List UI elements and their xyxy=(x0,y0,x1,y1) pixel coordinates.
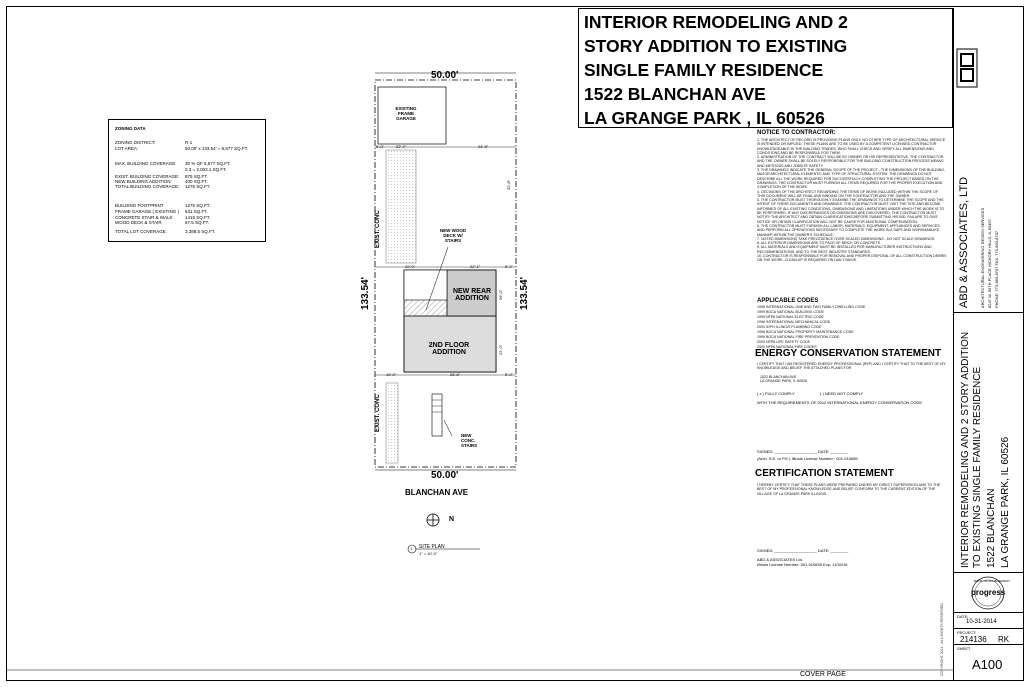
notice-text: 1. THE ARCHITECT OF RECORD IS PROVIDING PLANS ONLY. NO OTHER TYPE OF ARCHITECTURAL SERVICE IS INTENDED OR IMPLIED. THESE PLANS ARE TO BE USED BY A COMPETENT LICENSED CONTRACTOR KNOWLEDGEABLE IN THE BUILDING TRADES, WHO SHALL CHECK AND VERIFY ALL DIMENSIONS AND CONDITIONS AND BE RESPONSIBLE FOR THEM. 2. ADMINISTRATION OF THE CONTRACT WILL BE BY OWNER OR HIS REPRESENTATIVE. THE CONTRACTOR AND THE OWNER SHALL BE SOLELY RESPONSIBLE FOR THE BUILDING CONSTRUCTION PROCESS MEANS AND METHODS AND JOBSITE SAFETY. 3. THE DRAWINGS INDICATE THE GENERAL SCOPE OF THE PROJECT - THE DIMENSIONS OF THE BUILDING, MAJOR ARCHITECTURAL ELEMENTS, AND TYPE OF STRUCTURAL SYSTEM. THE DRAWINGS DO NOT DESCRIBE ALL THE WORK REQUIRED FOR SUCCESSFULLY COMPLETING THE PROJECT BASED ON THE DRAWINGS. THE CONTRACTOR MUST FURNISH ALL ITEMS REQUIRED FOR THE PROPER EXECUTION AND COMPLETION OF THE WORK. 4. DECISIONS OF THE ARCHITECT REGARDING THE ITEMS OF WORK INCLUDED WITHIN THE SCOPE OF THIS DOCUMENT WILL BE FINAL AND BINDING ON THE CONTRACTOR AND THE OWNER. 5. THE CONTRACTOR MUST THOROUGHLY EXAMINE THE DRAWINGS TO DETERMINE THE SCOPE AND THE INTENT OF THESE DOCUMENTS AND DRAWINGS. THE CONTRACTOR MUST VISIT THE SITE AND BECOME INFORMED OF ALL EXISTING CONDITIONS, DIMENSIONS AND LIMITATIONS UNDER WHICH THE WORK IS TO BE PERFORMED. IF ANY DISCREPANCIES OR OMISSIONS ARE DISCOVERED, THE CONTRACTOR MUST NOTIFY THE ARCHITECT AND OBTAIN CLARIFICATIONS BEFORE SUBMITTING HIS BID. FAILURE TO GIVE NOTICE OR OBTAIN CLARIFICATION WILL NOT BE CAUSE FOR ADDITIONAL COMPENSATION. 6. THE CONTRACTOR MUST FURNISH ALL LABOR, MATERIALS, EQUIPMENT, APPLIANCES AND SERVICES, AND PERFORM ALL OPERATIONS NECESSARY TO COMPLETE THE WORK IN A SAFE AND WORKMANLIKE MANNER WITHIN THE OWNER'S SCHEDULE. 7. NOTED DIMENSIONS TAKE PRECEDENCE OVER SCALED DIMENSIONS - DO NOT SCALE DRAWINGS. 8. ALL EXTERIOR DIMENSIONS ARE TO FACE OF BRICK OR CONCRETE. 9. ALL MATERIALS AND EQUIPMENT MUST BE INSTALLED PER MANUFACTURER INSTRUCTIONS AND RECOMMENDATIONS, AND TO THE BEST INDUSTRY STANDARDS. 10. CONTRACTOR IS RESPONSIBLE FOR REMOVAL AND PROPER DISPOSAL OF ALL CONSTRUCTION DEBRIS ON THE WORK. CLEAN UP IS REQUIRED ON DAILY BASIS. xyxy=(757,138,947,263)
caption-scale: 1" = 10'-0" xyxy=(419,551,438,556)
energy-with-text: WITH THE REQUIREMENTS OF 2012 INTERNATIONAL ENERGY CONSERVATION CODE xyxy=(757,400,922,405)
left-depth-label: 133.54' xyxy=(360,277,371,310)
sheet-label: SHEET xyxy=(957,646,971,651)
date-value: 10-31-2014 xyxy=(966,619,997,625)
code-item: 1996 BOCA NATIONAL PROPERTY MAINTENANCE CODE xyxy=(757,330,854,334)
title-strip xyxy=(953,8,1022,680)
project-street: 1522 BLANCHAN xyxy=(986,488,997,568)
notice-title: NOTICE TO CONTRACTOR: xyxy=(757,130,836,136)
title-line-5: LA GRANGE PARK , IL 60526 xyxy=(584,108,825,128)
zoning-label: WOOD DECK & STAIR xyxy=(115,220,162,225)
rear-addition-label: NEW REAR ADDITION xyxy=(452,288,492,302)
stamp-top-text: BOOK OF ACHIEVEMENT xyxy=(974,579,1011,583)
zoning-value: 67.5 SQ.FT. xyxy=(185,220,210,225)
date-cell xyxy=(954,613,1023,629)
zoning-value: 875 SQ.FT. xyxy=(185,174,208,179)
zoning-value: 1415 SQ.FT. xyxy=(185,215,211,220)
exist-conc-upper-label: EXIST. CONC xyxy=(375,210,381,248)
zoning-label: LOT AREA: xyxy=(115,146,139,151)
title-line-1: INTERIOR REMODELING AND 2 xyxy=(584,12,848,32)
dimension-label: 26'-6" xyxy=(450,372,461,377)
codes-title: APPLICABLE CODES xyxy=(757,298,819,304)
firm-name: ABD & ASSOCIATES, LTD xyxy=(958,176,970,308)
wood-deck xyxy=(404,270,447,300)
firm-address: 8247 W. 95TH PLACE HICKORY HILLS, IL 60457 xyxy=(987,219,992,308)
firm-subtitle: ARCHITECTURAL ENGINEERING DESIGN SERVICES xyxy=(980,207,985,308)
stamp-cell xyxy=(954,573,1023,613)
zoning-label: NEW BUILDING ADDITION: xyxy=(115,179,172,184)
title-line-2: STORY ADDITION TO EXISTING xyxy=(584,36,848,56)
top-width-label: 50.00' xyxy=(431,70,459,81)
zoning-value: 30 % OF 6,677 SQ.FT. xyxy=(185,161,231,166)
zoning-label: CONCRETE STAIR & WALK xyxy=(115,215,173,220)
right-depth-label: 133.54' xyxy=(519,277,530,310)
energy-comply-full: ( x ) FULLY COMPLY xyxy=(757,391,795,396)
zoning-value: 3,388.5 SQ.FT. xyxy=(185,229,216,234)
zoning-label: BUILDING FOOTPRINT xyxy=(115,203,164,208)
sheet-number: A100 xyxy=(972,657,1003,672)
energy-address: 1522 BLANCHAN AVE LA GRANGE PARK, IL 60526 xyxy=(760,375,808,384)
dimension-label: 26'-0" xyxy=(498,289,503,300)
code-item: 1999 BOCA NATIONAL FIRE PREVENTION CODE xyxy=(757,335,840,339)
dimension-label: 22'-1" xyxy=(470,264,481,269)
zoning-label: EXIST. BUILDING COVERAGE: xyxy=(115,174,180,179)
dimension-label: 32'-8" xyxy=(506,179,511,190)
code-item: 1999 BOCA NATIONAL BUILDING CODE xyxy=(757,310,824,314)
project-cell xyxy=(954,313,1023,573)
dimension-label: 19'-0" xyxy=(386,372,397,377)
dimension-label: 24'-8" xyxy=(478,144,489,149)
firm-logo-icon xyxy=(956,48,978,88)
dimension-label: 5'-0" xyxy=(376,144,384,149)
caption-number: 1 xyxy=(410,546,413,551)
code-item: 2000 NFPA LIFE SAFETY CODE xyxy=(757,340,810,344)
project-number: 214136 xyxy=(960,635,987,644)
caption-title: SITE PLAN xyxy=(419,544,445,550)
project-number-cell xyxy=(954,629,1023,645)
energy-signed: SIGNED: ___________________ DATE: ________ xyxy=(757,449,849,454)
firm-cell xyxy=(954,8,1023,313)
front-stairs xyxy=(432,394,442,436)
project-number-label: PROJECT: xyxy=(957,630,977,635)
zoning-value: 1275 SQ.FT. xyxy=(185,184,211,189)
stamp-word: progress xyxy=(971,588,1006,597)
energy-comply-none: ( ) NEED NOT COMPLY xyxy=(820,391,864,396)
code-item: 1996 INTERNATIONAL ONE AND TWO FAMILY DWELLING CODE xyxy=(757,305,866,309)
deck-label: NEW WOOD DECK W/ STAIRS xyxy=(439,228,467,243)
zoning-label: TOTAL LOT COVERAGE: xyxy=(115,229,167,234)
certification-title: CERTIFICATION STATEMENT xyxy=(755,468,894,479)
code-item: 2000 NFPA NATIONAL FIRE CODES xyxy=(757,345,817,349)
zoning-value: R-1 xyxy=(185,140,193,145)
exist-conc-lower-label: EXIST. CONC xyxy=(375,394,381,432)
code-item: 2004 IDPH ILLINOIS PLUMBING CODE xyxy=(757,325,822,329)
project-city: LA GRANGE PARK, IL 60526 xyxy=(1000,436,1011,568)
date-label: DATE: xyxy=(957,614,969,619)
zoning-label: FRAME GARAGE ( EXISTING ) xyxy=(115,209,180,214)
bottom-width-label: 50.00' xyxy=(431,470,459,481)
zoning-header: ZONING DATA xyxy=(115,126,146,131)
dimension-label: 22'-0" xyxy=(498,344,503,355)
energy-text: I CERTIFY THAT I AM REGISTERED ENERGY PROFESSIONAL (REP) AND I CERTIFY THAT TO THE BEST OF MY KNOWLEDGE AND BELIEF THE ATTACHED PLANS FOR xyxy=(757,362,946,371)
conc-driveway-upper xyxy=(386,150,416,263)
cert-signed: SIGNED: ___________________ DATE: ________ xyxy=(757,548,849,553)
footer-label: COVER PAGE xyxy=(800,671,846,678)
energy-license: (Arch. S.E. or P.E.) Illinois License Number : 001-010655 xyxy=(757,456,858,461)
cert-license: Illinois License Number: 001-010655 Exp: 11/30/16 xyxy=(757,562,848,567)
zoning-value: 50.00' x 133.54' = 6,677 SQ.FT. xyxy=(185,146,249,151)
cert-firm: ABD & ASSOCIATES Ltd. xyxy=(757,557,803,562)
zoning-value: 400 SQ.FT. xyxy=(185,179,208,184)
drawn-by: RK xyxy=(998,635,1010,644)
zoning-value: 0.3 = 2,003.1 SQ.FT. xyxy=(185,167,227,172)
stairs-label: NEW CONC. STAIRS xyxy=(461,433,478,448)
second-floor-label: 2ND FLOOR ADDITION xyxy=(428,342,470,356)
code-item: 1996 INTERNATIONAL MECHANICAL CODE xyxy=(757,320,831,324)
dimension-label: 20'-0" xyxy=(405,264,416,269)
zoning-label: MAX. BUILDING COVERAGE: xyxy=(115,161,177,166)
energy-title: ENERGY CONSERVATION STATEMENT xyxy=(755,348,942,359)
dimension-label: 22'-4" xyxy=(396,144,407,149)
north-label: N xyxy=(449,516,455,523)
certification-text: I HEREBY CERTIFY THAT THESE PLANS WERE PREPARED UNDER MY DIRECT SUPERVISION AND TO THE BEST OF MY PROFESSIONAL KNOWLEDGE AND BELIEF CONFORM TO THE CURRENT EDITION OF THE VILLAGE OF LA GRANGE PARK ILLINOIS. xyxy=(757,483,941,496)
zoning-label: TOTAL BUILDING COVERAGE: xyxy=(115,184,180,189)
project-title: INTERIOR REMODELING AND 2 STORY ADDITION TO EXISTING SINGLE FAMILY RESIDENCE xyxy=(960,331,983,568)
zoning-value: 1275 SQ.FT. xyxy=(185,203,211,208)
street-label: BLANCHAN AVE xyxy=(405,488,469,497)
zoning-label: ZONING DISTRICT: xyxy=(115,140,156,145)
zoning-value: 631 SQ.FT. xyxy=(185,209,208,214)
code-item: 1999 NFPA NATIONAL ELECTRIC CODE xyxy=(757,315,824,319)
sheet-cell xyxy=(954,645,1023,680)
firm-phone: PHONE: 773-860-8707 FAX: 773-860-8707 xyxy=(994,230,999,308)
dimension-label: 5'-0" xyxy=(505,264,513,269)
title-line-3: SINGLE FAMILY RESIDENCE xyxy=(584,60,824,80)
garage-label: EXISTING FRAME GARAGE xyxy=(395,106,417,121)
title-line-4: 1522 BLANCHAN AVE xyxy=(584,84,766,104)
dimension-label: 5'-0" xyxy=(505,372,513,377)
conc-walk-lower xyxy=(386,383,398,463)
copyright-note: COPYRIGHT 2014 - ALL RIGHTS RESERVED xyxy=(940,603,944,676)
